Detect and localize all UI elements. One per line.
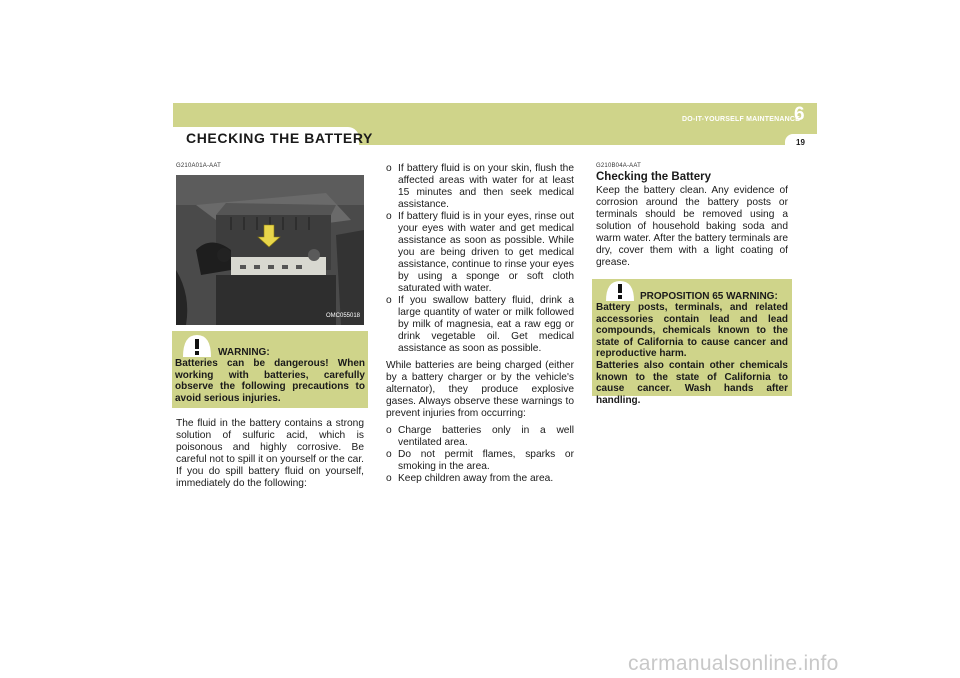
list-item [386,449,574,473]
bullet-text: Charge batteries only in a well ventilated area. [398,425,574,448]
warning-title: WARNING: [218,347,270,358]
bullet-marker: o [386,473,392,484]
bullet-text: Keep children away from the area. [398,473,554,484]
list-item [386,295,574,355]
subsection-title: Checking the Battery [596,171,712,183]
section-title: CHECKING THE BATTERY [186,130,373,146]
photo-caption: OMC055018 [326,313,361,319]
list-item [386,211,574,295]
bullet-text: If you swallow battery fluid, drink a large quantity of water or milk followed by milk of magnesia, eat a raw egg or drink vegetable oil. Get medical assistance as soon as possible. [398,295,574,354]
bullet-marker: o [386,295,392,306]
watermark: carmanualsonline.info [628,652,839,675]
proposition-title: PROPOSITION 65 WARNING: [640,291,778,302]
warning-text: Batteries can be dangerous! When working with batteries, carefully observe the following precautions to avoid serious injuries. [175,358,365,404]
warning-icon [180,331,214,357]
chapter-label: DO-IT-YOURSELF MAINTENANCE [682,116,800,123]
bullet-text: If battery fluid is on your skin, flush the affected areas with water for at least 15 minutes and then seek medical assistance. [398,163,574,210]
warning-icon [603,279,637,301]
list-item [386,473,574,485]
section-code: G210A01A-AAT [176,163,221,169]
list-item [386,163,574,211]
cleaning-paragraph: Keep the battery clean. Any evidence of corrosion around the battery posts or terminals should be removed using a solution of household baking soda and warm water. After the battery terminals are dry, cover them with a light coating of grease. [596,185,788,268]
charging-paragraph: While batteries are being charged (either by a battery charger or by the vehicle's alternator), they produce explosive gases. Always observe these warnings to prevent injuries from occurring: [386,360,574,419]
list-item [386,425,574,449]
middle-column [386,163,574,485]
section-code: G210B04A-AAT [596,163,641,169]
proposition-text: Battery posts, terminals, and related accessories contain lead and lead compounds, chemicals known to the state of California to cause cancer and reproductive harm. Batteries also contain other chemicals known to the state of California to cause cancer. Wash hands after handling. [596,302,788,406]
battery-photo [176,175,364,325]
bullet-marker: o [386,163,392,174]
bullet-text: If battery fluid is in your eyes, rinse out your eyes with water and get medical assistance as soon as possible. While you are being driven to get medical assistance, continue to rinse your eyes by using a sponge or soft cloth saturated with water. [398,211,574,294]
bullet-marker: o [386,449,392,460]
acid-paragraph: The fluid in the battery contains a strong solution of sulfuric acid, which is poisonous and highly corrosive. Be careful not to spill it on yourself or the car. If you do spill battery fluid on yourself, immediately do the following: [176,418,364,489]
bullet-marker: o [386,211,392,222]
right-column [596,171,788,269]
chapter-number: 6 [794,104,805,125]
bullet-text: Do not permit flames, sparks or smoking in the area. [398,449,574,472]
bullet-marker: o [386,425,392,436]
page-number: 19 [796,138,805,147]
